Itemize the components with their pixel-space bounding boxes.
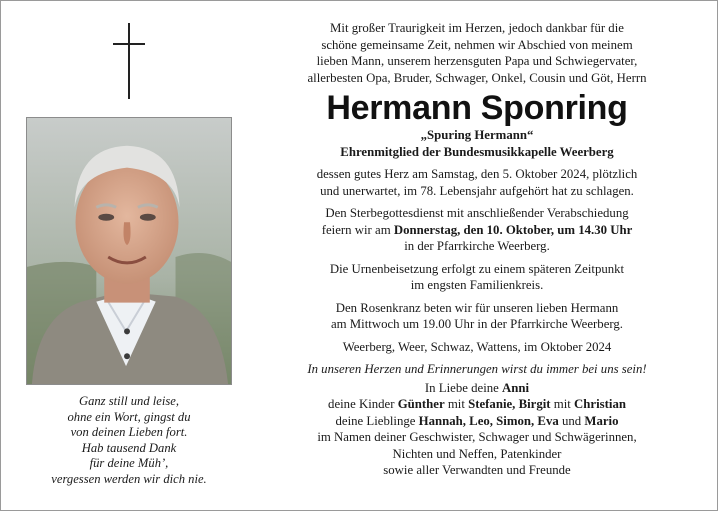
funeral-info — [253, 205, 701, 255]
urn-info — [253, 261, 701, 294]
cross-icon — [113, 23, 145, 99]
mourners-text: mit — [550, 397, 575, 411]
funeral-line: in der Pfarrkirche Weerberg. — [404, 239, 550, 253]
portrait-photo — [26, 117, 232, 385]
mourners-line: sowie aller Verwandten und Freunde — [383, 463, 571, 477]
mourner-name: Mario — [584, 413, 619, 428]
mourners-line: Nichten und Neffen, Patenkinder — [392, 446, 562, 461]
poem-line: Hab tausend Dank — [81, 440, 177, 455]
deceased-nickname: „Spuring Hermann“ — [420, 128, 534, 142]
mourners-line: im Namen deiner Geschwister, Schwager und Schwägerinnen, — [317, 430, 637, 444]
deceased-honorary-title: Ehrenmitglied der Bundesmusikkapelle Weerberg — [340, 144, 614, 159]
mourners-text: deine Lieblinge — [335, 413, 419, 428]
funeral-prefix: feiern wir am — [321, 222, 394, 237]
death-notice-line: dessen gutes Herz am Samstag, den 5. Oktober 2024, plötzlich — [316, 167, 638, 181]
mourners-text: mit — [444, 397, 469, 411]
urn-line: im engsten Familienkreis. — [410, 278, 544, 292]
mourners-line — [253, 380, 701, 397]
funeral-line: Den Sterbegottesdienst mit anschließender Verabschiedung — [325, 206, 629, 220]
rosary-info — [253, 300, 701, 333]
funeral-line — [253, 222, 701, 239]
mourners-line — [253, 396, 701, 413]
mourners-text: deine Kinder — [328, 397, 398, 411]
funeral-date-time: Donnerstag, den 10. Oktober, um 14.30 Uhr — [393, 222, 633, 237]
mourners-line — [253, 413, 701, 430]
intro-line: schöne gemeinsame Zeit, nehmen wir Abschied von meinem — [321, 37, 633, 52]
urn-line: Die Urnenbeisetzung erfolgt zu einem späteren Zeitpunkt — [329, 261, 625, 276]
poem-line: ohne ein Wort, gingst du — [67, 409, 191, 424]
place-date: Weerberg, Weer, Schwaz, Wattens, im Oktober 2024 — [342, 339, 612, 354]
remembrance-quote: In unseren Herzen und Erinnerungen wirst du immer bei uns sein! — [307, 362, 647, 376]
intro-text — [253, 20, 701, 86]
mourner-name: Anni — [502, 380, 530, 395]
intro-line: Mit großer Traurigkeit im Herzen, jedoch dankbar für die — [330, 21, 624, 35]
intro-line: allerbesten Opa, Bruder, Schwager, Onkel, Cousin und Göt, Herrn — [307, 70, 647, 85]
death-notice-line: und unerwartet, im 78. Lebensjahr aufgehört hat zu schlagen. — [320, 183, 634, 198]
rosary-line: Den Rosenkranz beten wir für unseren lieben Hermann — [335, 300, 619, 315]
death-notice — [253, 166, 701, 199]
mourner-name: Christian — [574, 397, 626, 411]
deceased-name: Hermann Sponring — [326, 89, 628, 127]
mourners-text: und — [558, 413, 585, 428]
poem-line: vergessen werden wir dich nie. — [51, 471, 207, 486]
mourner-name: Günther — [397, 397, 445, 411]
poem-line: Ganz still und leise, — [78, 394, 180, 408]
mourners — [253, 380, 701, 479]
poem-line: für deine Müh’, — [89, 456, 169, 471]
poem — [11, 394, 247, 488]
mourner-name: Stefanie, Birgit — [468, 397, 551, 411]
mourner-name: Hannah, Leo, Simon, Eva — [418, 413, 559, 428]
poem-line: von deinen Lieben fort. — [70, 425, 188, 440]
rosary-line: am Mittwoch um 19.00 Uhr in der Pfarrkirche Weerberg. — [330, 317, 624, 331]
notice-text — [253, 1, 701, 479]
intro-line: lieben Mann, unserem herzensguten Papa und Schwiegervater, — [316, 54, 638, 68]
mourners-text: In Liebe deine — [424, 380, 503, 395]
